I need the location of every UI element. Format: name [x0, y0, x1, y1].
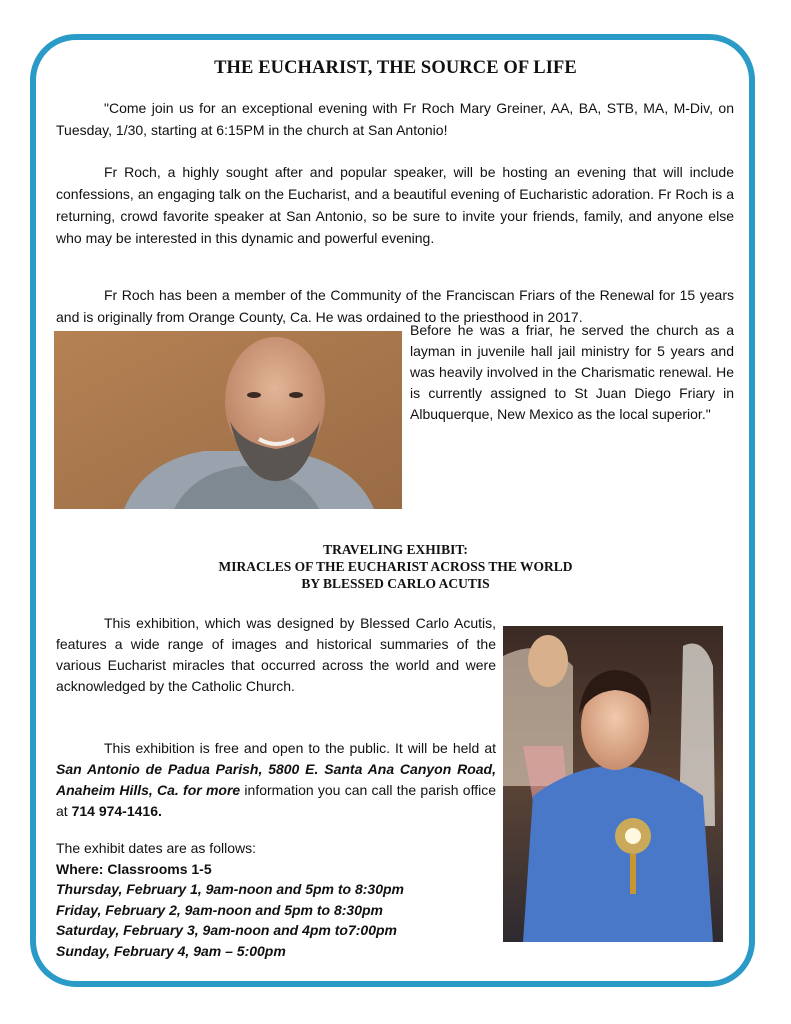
exhibit-heading-line-3: BY BLESSED CARLO ACUTIS	[301, 576, 490, 591]
exhibit-heading	[0, 541, 791, 592]
fr-roch-photo	[54, 331, 402, 509]
intro-paragraph: "Come join us for an exceptional evening with Fr Roch Mary Greiner, AA, BA, STB, MA, M-Div, on Tuesday, 1/30, starting at 6:15PM in the church at San Antonio!	[56, 100, 734, 138]
dates-where: Where: Classrooms 1-5	[56, 860, 212, 877]
carlo-acutis-image	[503, 626, 723, 942]
date-thursday: Thursday, February 1, 9am-noon and 5pm to 8:30pm	[56, 881, 404, 897]
page-title: THE EUCHARIST, THE SOURCE OF LIFE	[214, 58, 577, 78]
dates-intro: The exhibit dates are as follows:	[56, 840, 256, 856]
exhibit-description: This exhibition, which was designed by Blessed Carlo Acutis, features a wide range of images and historical summaries of the various Eucharist miracles that occurred across the world and were acknowledged by the Catholic Church.	[56, 615, 496, 694]
bio-paragraph: Fr Roch has been a member of the Community of the Franciscan Friars of the Renewal for 15 years and is originally from Orange County, Ca. He was ordained to the priesthood in 2017.	[56, 287, 734, 325]
exhibit-free-paragraph	[56, 738, 496, 822]
exhibit-dates-block	[56, 838, 496, 961]
free-text-b: information you can call the parish office at	[56, 782, 496, 819]
exhibit-heading-line-1: TRAVELING EXHIBIT:	[323, 542, 468, 557]
exhibit-heading-line-2: MIRACLES OF THE EUCHARIST ACROSS THE WORLD	[218, 559, 573, 574]
parish-phone: 714 974-1416.	[71, 803, 162, 819]
parish-address: San Antonio de Padua Parish, 5800 E. Santa Ana Canyon Road, Anaheim Hills, Ca. for more	[56, 761, 496, 798]
free-text-a: This exhibition is free and open to the public. It will be held at	[104, 740, 496, 756]
date-friday: Friday, February 2, 9am-noon and 5pm to 8:30pm	[56, 901, 383, 918]
bio-wrap-text: Before he was a friar, he served the church as a layman in juvenile hall jail ministry for 5 years and was heavily involved in the Charismatic renewal. He is currently assigned to St Juan Diego Friary in Albuquerque, New Mexico as the local superior."	[410, 322, 734, 422]
date-sunday: Sunday, February 4, 9am – 5:00pm	[56, 942, 286, 959]
speaker-paragraph: Fr Roch, a highly sought after and popular speaker, will be hosting an evening that will include confessions, an engaging talk on the Eucharist, and a beautiful evening of Eucharistic adoration. Fr Roch is a returning, crowd favorite speaker at San Antonio, so be sure to invite your friends, family, and anyone else who may be interested in this dynamic and powerful evening.	[56, 164, 734, 246]
date-saturday: Saturday, February 3, 9am-noon and 4pm to7:00pm	[56, 922, 398, 938]
